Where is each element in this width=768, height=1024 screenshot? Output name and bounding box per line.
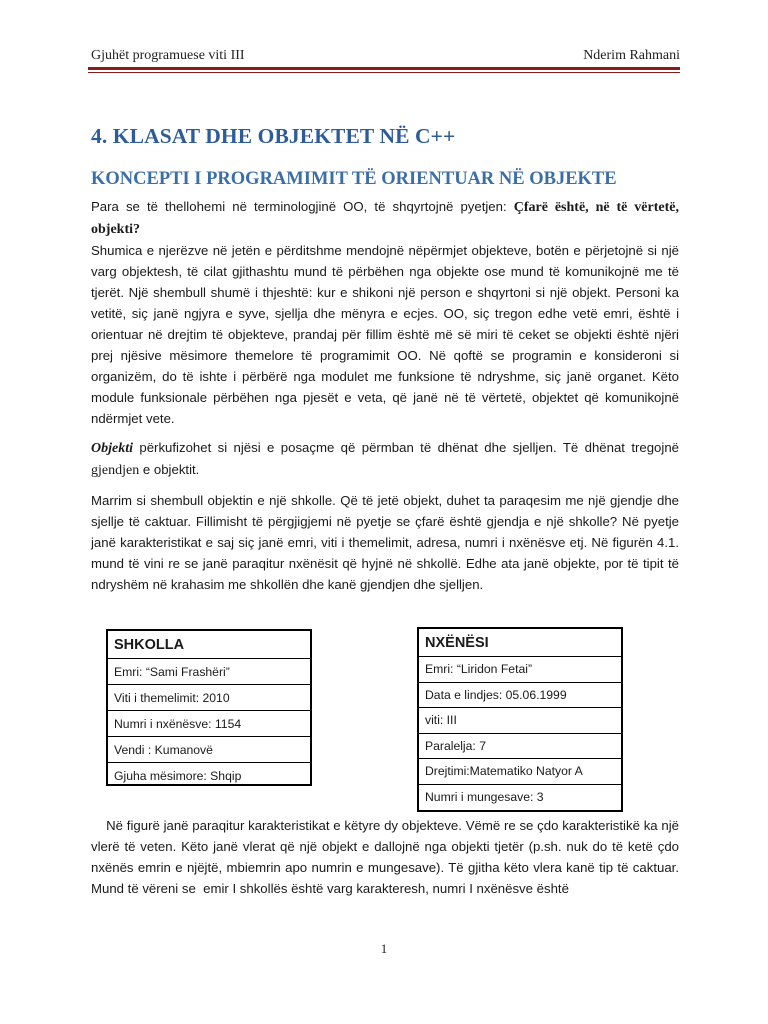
student-object-table bbox=[417, 627, 623, 812]
school-table-row: Viti i themelimit: 2010 bbox=[108, 684, 310, 710]
paragraph-school-example: Marrim si shembull objektin e një shkolle. Që të jetë objekt, duhet ta paraqesim me një gjendje dhe sjellje të caktuar. Fillimisht të përgjigjemi në pyetje se çfarë është gjendja e një shkolle? Në pyetje janë karakteristikat e saj siç janë emri, viti i themelimit, adresa, numri i nxënësve etj. Në figurën 4.1. mund të vini re se janë paraqitur nxënësit që hyjnë në shkollë. Edhe ata janë objekte, por të tipit të ndryshëm në krahasim me shkollën dhe kanë gjendjen dhe sjelljen. bbox=[91, 493, 679, 592]
intro-question: Çfarë është, në të vërtetë, objekti? bbox=[91, 200, 679, 237]
definition-text-b: e objektit. bbox=[139, 462, 200, 477]
paragraph-intro bbox=[91, 196, 679, 429]
definition-term-state: gjendjen bbox=[91, 463, 140, 478]
school-table-row: Numri i nxënësve: 1154 bbox=[108, 710, 310, 736]
page-number: 1 bbox=[380, 941, 388, 956]
student-table-row: Paralelja: 7 bbox=[419, 733, 621, 759]
section-title: KONCEPTI I PROGRAMIMIT TË ORIENTUAR NË OBJEKTE bbox=[91, 169, 617, 189]
paragraph-characteristics: Në figurë janë paraqitur karakteristikat e këtyre dy objekteve. Vëmë re se çdo karakteristikë ka një vlerë të veten. Këto janë vlerat që një objekt e dallojnë nga objekti tjetër (p.sh. nuk do të ketë çdo nxënës emrin e njëjtë, mbiemrin apo numrin e mungesave). Të gjitha këto vlera kanë tip të caktuar. Mund të vëreni se emir I shkollës është varg karakteresh, numri I nxënësve është bbox=[91, 818, 683, 896]
intro-text: Para se të thellohemi në terminologjinë OO, të shqyrtojnë pyetjen: bbox=[91, 199, 514, 214]
school-table-row: Gjuha mësimore: Shqip bbox=[108, 762, 310, 788]
page-header bbox=[91, 48, 680, 68]
paragraph-definition bbox=[91, 437, 679, 481]
definition-term: Objekti bbox=[91, 441, 133, 456]
school-table-row: Emri: “Sami Frashëri” bbox=[108, 658, 310, 684]
student-table-row: Emri: “Liridon Fetai” bbox=[419, 656, 621, 682]
school-table-row: Vendi : Kumanovë bbox=[108, 736, 310, 762]
student-table-row: viti: III bbox=[419, 707, 621, 733]
school-table-title: SHKOLLA bbox=[114, 636, 185, 653]
header-course-title: Gjuhët programuese viti III bbox=[91, 48, 245, 63]
header-rule-thick bbox=[88, 67, 680, 70]
student-table-row: Data e lindjes: 05.06.1999 bbox=[419, 682, 621, 708]
school-object-table bbox=[106, 629, 312, 786]
header-rule-thin bbox=[88, 72, 680, 73]
intro-body: Shumica e njerëzve në jetën e përditshme mendojnë nëpërmjet objekteve, botën e përjetojnë si një varg objektesh, të cilat gjithashtu mund të përbëhen nga objekte ose mund të komunikojnë me të tjerët. Një shembull shumë i thjeshtë: kur e shikoni një person e shqyrtoni si një objekt. Personi ka vetitë, siç janë ngjyra e syve, sjellja dhe mënyra e ecjes. OO, siç tregon edhe vetë emri, është i orientuar në drejtim të objekteve, prandaj për fillim është më së miri të ceket se objekti është njëri prej njësive mësimore themelore të programimit OO. Në qoftë se programin e konsideroni si organizëm, do të ishte i përbërë nga modulet me funksione të ndryshme, siç janë organet. Këto module funksionale përbëhen nga pjesët e veta, që janë në të vërtetë, objektet që komunikojnë ndërmjet vete. bbox=[91, 243, 679, 426]
student-table-title: NXËNËSI bbox=[425, 634, 489, 651]
student-table-row: Numri i mungesave: 3 bbox=[419, 784, 621, 810]
header-author: Nderim Rahmani bbox=[583, 48, 680, 63]
definition-text-a: përkufizohet si njësi e posaçme që përmban të dhënat dhe sjelljen. Të dhënat tregojnë bbox=[133, 440, 679, 455]
chapter-title: 4. KLASAT DHE OBJEKTET NË C++ bbox=[91, 124, 456, 148]
student-table-row: Drejtimi:Matematiko Natyor A bbox=[419, 758, 621, 784]
